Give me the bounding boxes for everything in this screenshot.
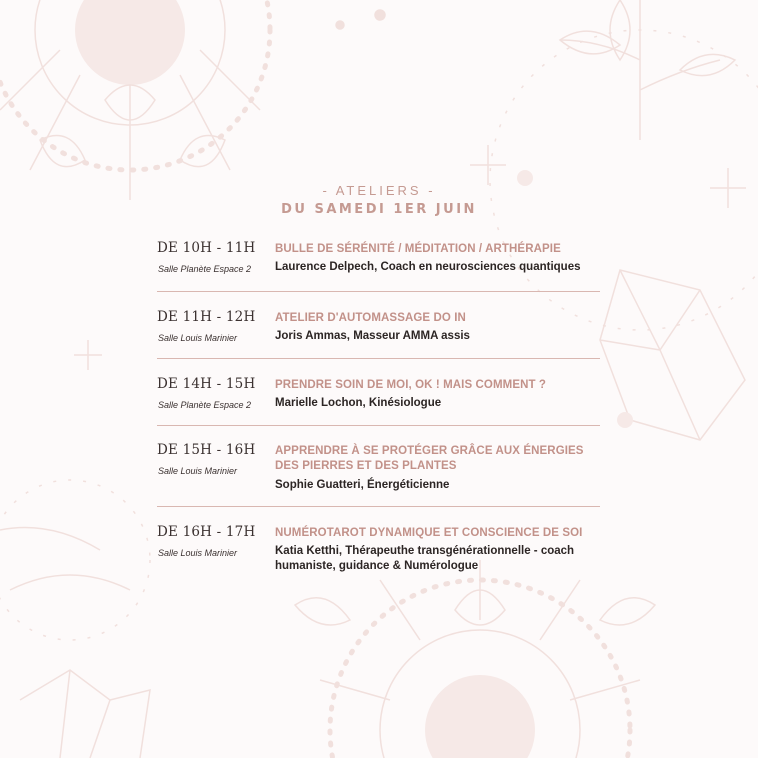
session-title: BULLE DE SÉRÉNITÉ / MÉDITATION / ARTHÉRAPIE bbox=[275, 243, 561, 255]
session-title: APPRENDRE À SE PROTÉGER GRÂCE AUX ÉNERGIES DES PIERRES ET DES PLANTES bbox=[275, 445, 584, 472]
session-time: DE 11H - 12H bbox=[157, 309, 256, 325]
session-room: Salle Louis Marinier bbox=[158, 548, 238, 558]
section-date: DU SAMEDI 1ER JUIN bbox=[281, 202, 477, 217]
session-speaker: Laurence Delpech, Coach en neurosciences quantiques bbox=[275, 261, 581, 273]
session-room: Salle Louis Marinier bbox=[158, 466, 238, 476]
session-title: PRENDRE SOIN DE MOI, OK ! MAIS COMMENT ? bbox=[275, 379, 547, 391]
session-title: ATELIER D'AUTOMASSAGE DO IN bbox=[275, 312, 466, 324]
session-divider bbox=[157, 425, 600, 426]
session-divider bbox=[157, 506, 600, 507]
session-speaker: Katia Ketthi, Thérapeuthe transgénérationnelle - coach humaniste, guidance & Numérologue bbox=[275, 545, 575, 572]
session-speaker: Joris Ammas, Masseur AMMA assis bbox=[275, 330, 470, 342]
session-time: DE 15H - 16H bbox=[157, 442, 256, 458]
session-divider bbox=[157, 291, 600, 292]
session-time: DE 14H - 15H bbox=[157, 376, 256, 392]
section-kicker: - ATELIERS - bbox=[322, 183, 436, 198]
session-room: Salle Planète Espace 2 bbox=[158, 400, 252, 410]
session-title: NUMÉROTAROT DYNAMIQUE ET CONSCIENCE DE SOI bbox=[275, 527, 583, 539]
session-speaker: Marielle Lochon, Kinésiologue bbox=[275, 397, 442, 409]
schedule-heading bbox=[0, 183, 758, 217]
session-room: Salle Planète Espace 2 bbox=[158, 264, 252, 274]
session-divider bbox=[157, 358, 600, 359]
session-speaker: Sophie Guatteri, Énergéticienne bbox=[275, 479, 450, 491]
session-time: DE 16H - 17H bbox=[157, 524, 256, 540]
session-time: DE 10H - 11H bbox=[157, 240, 256, 256]
session-room: Salle Louis Marinier bbox=[158, 333, 238, 343]
